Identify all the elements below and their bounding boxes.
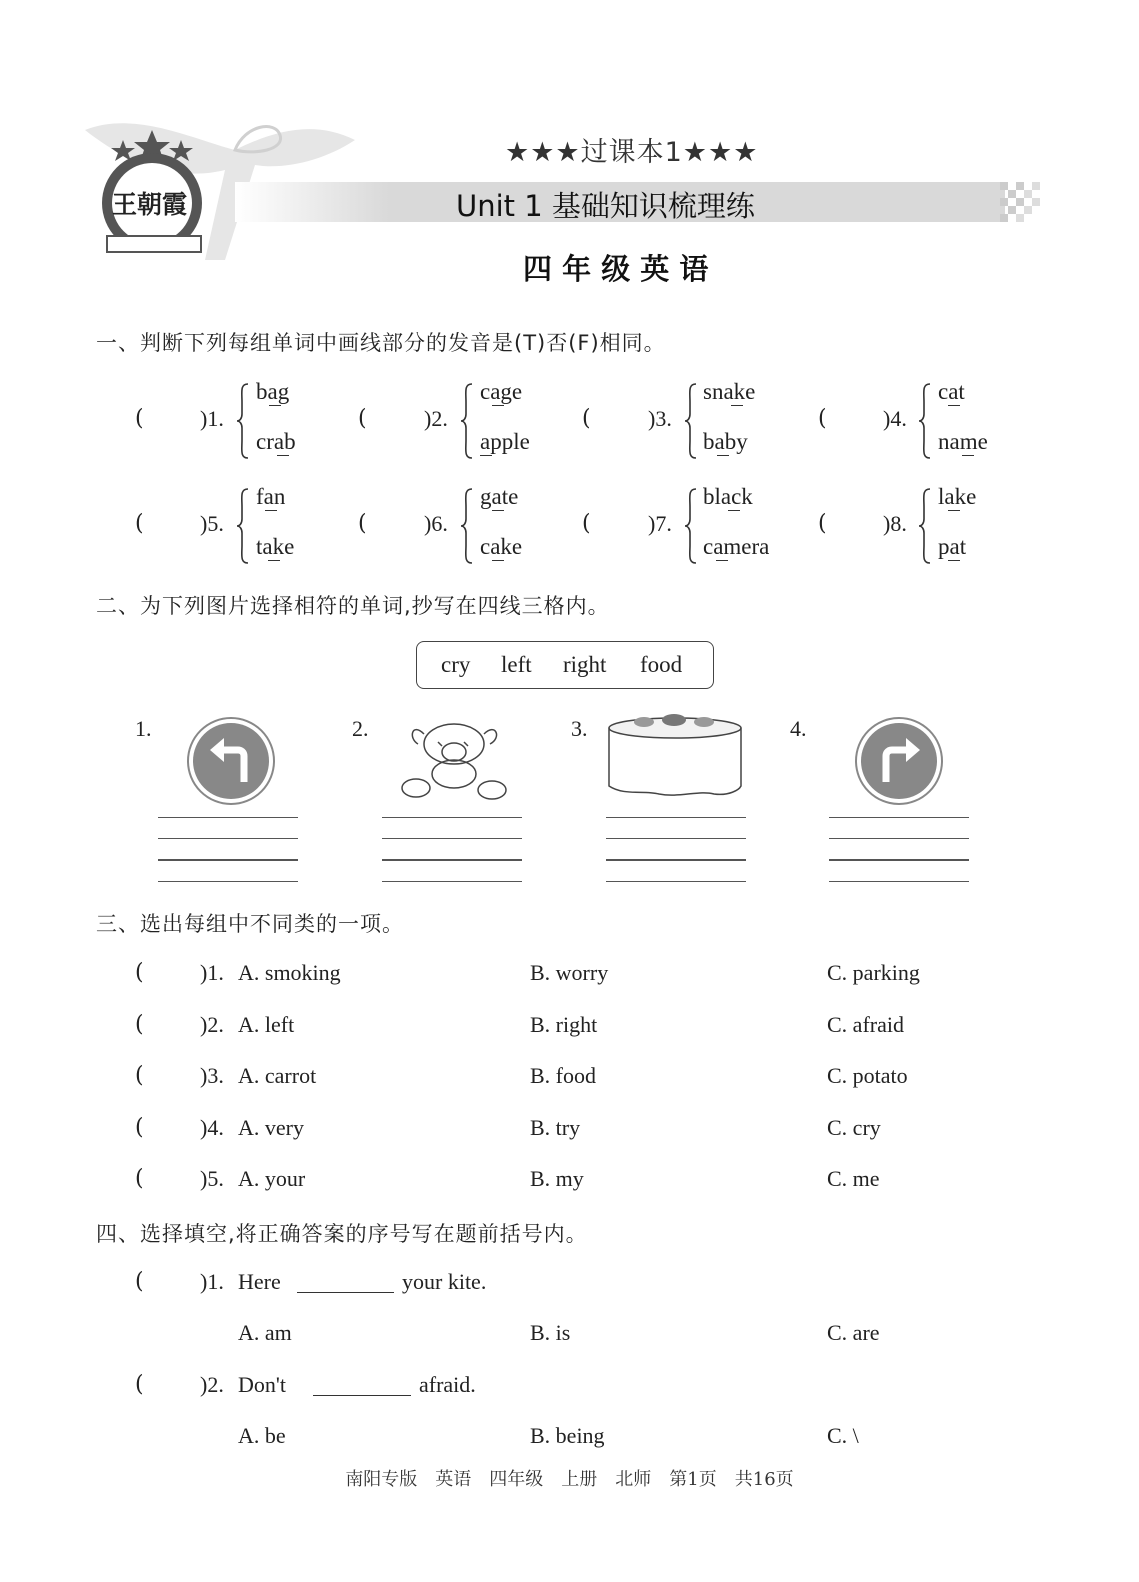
answer-bracket-open[interactable]: ( — [818, 406, 827, 431]
item-number: )4. — [200, 1115, 224, 1140]
underline-mark — [492, 560, 504, 561]
word-bottom: crab — [256, 429, 296, 454]
option-b: B. right — [530, 1012, 598, 1037]
underline-mark — [962, 455, 974, 456]
item-number: )5. — [200, 511, 224, 536]
option-a: A. your — [238, 1166, 306, 1191]
picture-number: 3. — [571, 716, 588, 741]
brace-icon — [918, 382, 932, 460]
checker-decoration — [1000, 182, 1040, 222]
word-top: black — [703, 484, 753, 509]
underline-mark — [268, 560, 280, 561]
underline-mark — [948, 560, 960, 561]
brace-icon — [918, 487, 932, 565]
option-b: B. food — [530, 1063, 596, 1088]
item-number: )2. — [424, 406, 448, 431]
brace-icon — [684, 487, 698, 565]
item-number: )1. — [200, 406, 224, 431]
answer-bracket-open[interactable]: ( — [135, 511, 144, 536]
page-footer: 南阳专版 英语 四年级 上册 北师 第1页 共16页 — [345, 1469, 794, 1490]
answer-bracket-open[interactable]: ( — [135, 1063, 144, 1088]
option-a: A. smoking — [238, 960, 341, 985]
sentence-before: Don't — [238, 1372, 286, 1397]
word-bank-item: right — [563, 652, 607, 677]
word-top: cat — [938, 379, 965, 404]
word-bottom: camera — [703, 534, 770, 559]
option-c: C. cry — [827, 1115, 881, 1140]
answer-bracket-open[interactable]: ( — [135, 1115, 144, 1140]
option-c: C. me — [827, 1166, 880, 1191]
underline-mark — [269, 405, 281, 406]
word-bottom: cake — [480, 534, 523, 559]
word-bank-item: food — [640, 652, 683, 677]
word-top: snake — [703, 379, 756, 404]
option-c: C. afraid — [827, 1012, 904, 1037]
word-bottom: pat — [938, 534, 967, 559]
word-bottom: name — [938, 429, 988, 454]
grade-title: 四 年 级 英 语 — [523, 252, 709, 286]
underline-mark — [717, 455, 729, 456]
option-a: A. very — [238, 1115, 304, 1140]
header — [0, 0, 1139, 300]
word-bottom: baby — [703, 429, 748, 454]
underline-mark — [948, 405, 960, 406]
word-top: cage — [480, 379, 523, 404]
option-a: A. be — [238, 1423, 286, 1448]
word-bank — [416, 641, 714, 689]
brace-icon — [236, 487, 250, 565]
answer-bracket-open[interactable]: ( — [358, 406, 367, 431]
word-top: lake — [938, 484, 977, 509]
underline-mark — [716, 560, 728, 561]
word-top: bag — [256, 379, 290, 404]
option-b: B. worry — [530, 960, 609, 985]
sentence-after: afraid. — [419, 1372, 476, 1397]
answer-bracket-open[interactable]: ( — [135, 1012, 144, 1037]
option-a: A. carrot — [238, 1063, 317, 1088]
section4-title: 四、选择填空,将正确答案的序号写在题前括号内。 — [96, 1222, 588, 1246]
turn-left-sign-icon — [186, 716, 276, 806]
answer-bracket-open[interactable]: ( — [135, 1269, 144, 1294]
item-number: )1. — [200, 1269, 224, 1294]
option-b: B. being — [530, 1423, 605, 1448]
word-bank-item: left — [501, 652, 532, 677]
writing-lines[interactable] — [158, 817, 298, 883]
word-top: gate — [480, 484, 519, 509]
underline-mark — [277, 455, 289, 456]
item-number: )6. — [424, 511, 448, 536]
brace-icon — [460, 487, 474, 565]
blank-line[interactable] — [297, 1292, 394, 1293]
unit-title: Unit 1 基础知识梳理练 — [456, 189, 755, 223]
writing-lines[interactable] — [382, 817, 522, 883]
item-number: )5. — [200, 1166, 224, 1191]
brace-icon — [460, 382, 474, 460]
crying-pig-icon — [398, 712, 510, 804]
underline-mark — [492, 405, 504, 406]
item-number: )1. — [200, 960, 224, 985]
answer-bracket-open[interactable]: ( — [135, 406, 144, 431]
brace-icon — [236, 382, 250, 460]
answer-bracket-open[interactable]: ( — [582, 511, 591, 536]
picture-number: 2. — [352, 716, 369, 741]
item-number: )4. — [883, 406, 907, 431]
underline-mark — [948, 510, 960, 511]
option-a: A. left — [238, 1012, 295, 1037]
tagline: ★★★过课本1★★★ — [505, 137, 759, 168]
sentence-before: Here — [238, 1269, 281, 1294]
option-c: C. \ — [827, 1423, 859, 1448]
answer-bracket-open[interactable]: ( — [135, 1372, 144, 1397]
answer-bracket-open[interactable]: ( — [135, 1166, 144, 1191]
word-bottom: take — [256, 534, 295, 559]
answer-bracket-open[interactable]: ( — [358, 511, 367, 536]
section3-title: 三、选出每组中不同类的一项。 — [96, 912, 404, 936]
item-number: )3. — [200, 1063, 224, 1088]
item-number: )3. — [648, 406, 672, 431]
writing-lines[interactable] — [829, 817, 969, 883]
section1-title: 一、判断下列每组单词中画线部分的发音是(T)否(F)相同。 — [96, 331, 666, 355]
option-b: B. my — [530, 1166, 584, 1191]
answer-bracket-open[interactable]: ( — [582, 406, 591, 431]
item-number: )2. — [200, 1372, 224, 1397]
item-number: )2. — [200, 1012, 224, 1037]
option-c: C. potato — [827, 1063, 908, 1088]
word-top: fan — [256, 484, 286, 509]
sentence-after: your kite. — [402, 1269, 487, 1294]
word-bank-item: cry — [441, 652, 471, 677]
turn-right-sign-icon — [854, 716, 944, 806]
word-bottom: apple — [480, 429, 530, 454]
option-c: C. are — [827, 1320, 880, 1345]
section2-title: 二、为下列图片选择相符的单词,抄写在四线三格内。 — [96, 594, 610, 618]
underline-mark — [492, 510, 504, 511]
answer-bracket-open[interactable]: ( — [135, 960, 144, 985]
item-number: )7. — [648, 511, 672, 536]
option-a: A. am — [238, 1320, 292, 1345]
underline-mark — [731, 405, 743, 406]
picture-number: 1. — [135, 716, 152, 741]
blank-line[interactable] — [313, 1395, 411, 1396]
underline-mark — [265, 510, 277, 511]
underline-mark — [480, 455, 492, 456]
logo-text: 王朝霞 — [112, 190, 188, 219]
picture-number: 4. — [790, 716, 807, 741]
option-c: C. parking — [827, 960, 920, 985]
underline-mark — [728, 510, 740, 511]
food-table-icon — [604, 706, 746, 798]
brace-icon — [684, 382, 698, 460]
answer-bracket-open[interactable]: ( — [818, 511, 827, 536]
option-b: B. try — [530, 1115, 581, 1140]
item-number: )8. — [883, 511, 907, 536]
option-b: B. is — [530, 1320, 571, 1345]
writing-lines[interactable] — [606, 817, 746, 883]
